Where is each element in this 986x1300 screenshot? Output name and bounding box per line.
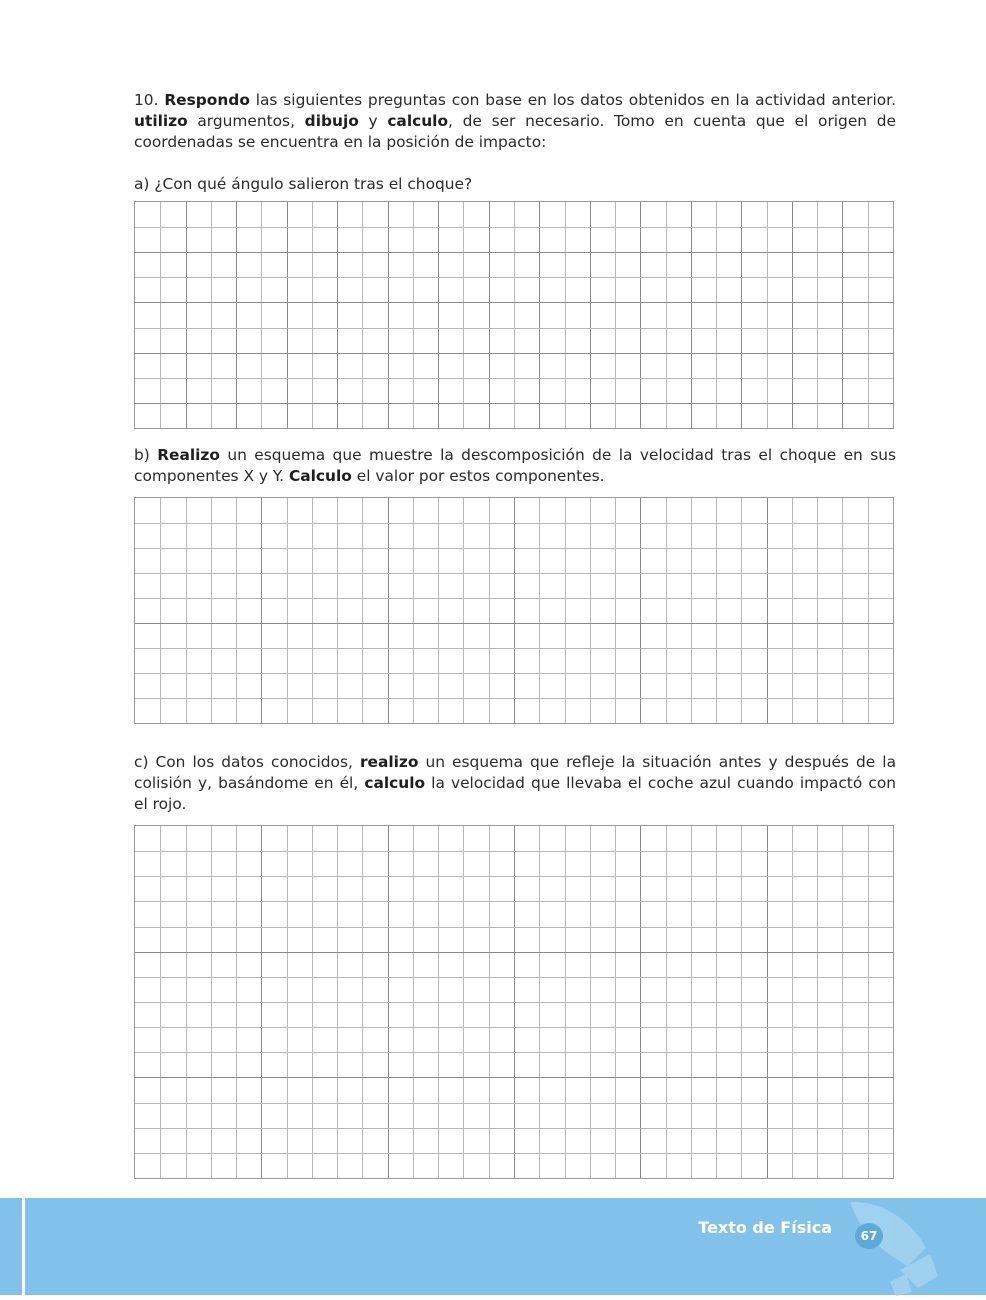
keyword-calculo-b: Calculo	[288, 467, 352, 485]
question-10-text	[134, 90, 896, 153]
footer-book-title: Texto de Física	[698, 1218, 832, 1237]
question-text-2: argumentos,	[187, 112, 305, 130]
grid-lines-c	[135, 826, 893, 1178]
rocket-icon	[830, 1196, 950, 1296]
question-text-1: las siguientes preguntas con base en los datos obtenidos en la actividad anterior.	[249, 91, 896, 109]
keyword-respondo: Respondo	[164, 91, 250, 109]
keyword-calculo: calculo	[387, 112, 449, 130]
keyword-calculo-c: calculo	[364, 774, 426, 792]
part-b-text-1: un esquema que muestre la descomposición de la velocidad tras el choque en sus componentes X y Y.	[134, 446, 897, 485]
page-number: 67	[855, 1223, 883, 1249]
question-number: 10.	[134, 91, 159, 109]
grid-lines-b	[135, 498, 893, 723]
part-b-label: b)	[134, 446, 158, 464]
keyword-realizo-b: Realizo	[157, 446, 220, 464]
footer-stripe	[22, 1198, 25, 1295]
answer-grid-c[interactable]	[134, 825, 894, 1179]
question-text-3: y	[358, 112, 388, 130]
part-c-text-0: c) Con los datos conocidos,	[134, 753, 360, 771]
answer-grid-b[interactable]	[134, 497, 894, 724]
keyword-realizo-c: realizo	[359, 753, 419, 771]
part-b-text-2: el valor por estos componentes.	[351, 467, 605, 485]
question-text-4: , de ser necesario. Tomo en cuenta que el origen de coordenadas se encuentra en la posición de impacto:	[134, 112, 896, 151]
part-c-text-2: la velocidad que llevaba el coche azul cuando impactó con el rojo.	[134, 774, 896, 813]
answer-grid-a[interactable]	[134, 201, 894, 429]
part-c-prompt	[134, 752, 896, 815]
keyword-dibujo: dibujo	[304, 112, 359, 130]
part-c-text-1: un esquema que refleje la situación antes y después de la colisión y, basándome en él,	[134, 753, 896, 792]
grid-lines-a	[135, 202, 893, 428]
part-a-prompt: a) ¿Con qué ángulo salieron tras el choque?	[134, 175, 473, 193]
part-b-prompt	[134, 445, 896, 487]
keyword-utilizo: utilizo	[134, 112, 188, 130]
